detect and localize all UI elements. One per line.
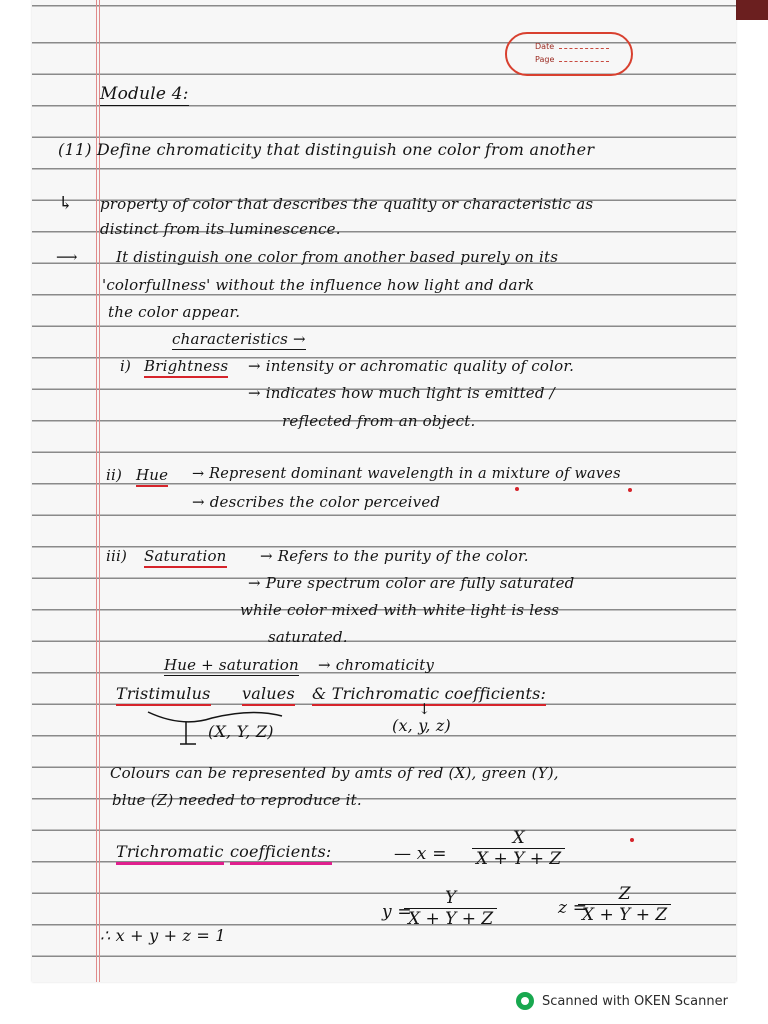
arrow-glyph: ↳ [58, 193, 74, 214]
ink-dot [630, 838, 634, 842]
brightness-description: → intensity or achromatic quality of color. [248, 357, 575, 375]
saturation-number: iii) [106, 547, 128, 565]
hue-description: → Represent dominant wavelength in a mixture of waves [192, 466, 621, 482]
trichromatic-coefficients-heading: & Trichromatic coefficients: [312, 684, 546, 706]
saturation-description-2: → Pure spectrum color are fully saturated [248, 574, 575, 592]
notebook-page [32, 0, 736, 982]
tristimulus-heading: Tristimulus [116, 684, 211, 706]
saturation-description-4: saturated. [268, 628, 348, 646]
module-title: Module 4: [100, 84, 189, 104]
page-corner-mark [736, 0, 768, 20]
equation-x-lhs: — x = [394, 844, 447, 864]
brightness-description-2: → indicates how much light is emitted / [248, 384, 555, 402]
brightness-term: Brightness [144, 357, 228, 378]
sum-equation: ∴ x + y + z = 1 [100, 926, 226, 945]
brightness-number: i) [120, 357, 132, 375]
denominator-y: X + Y + Z [404, 908, 497, 929]
ink-dot [628, 488, 632, 492]
text-line-3: It distinguish one color from another based purely on its [116, 248, 559, 266]
brightness-description-3: reflected from an object. [282, 412, 476, 430]
saturation-description: → Refers to the purity of the color. [260, 547, 529, 565]
dash-arrow: ⟶ [56, 248, 78, 266]
hue-term: Hue [136, 466, 168, 487]
saturation-description-3: while color mixed with white light is less [240, 601, 560, 619]
text-line-5: the color appear. [108, 303, 241, 321]
characteristics-heading: characteristics → [172, 330, 306, 348]
colors-line-2: blue (Z) needed to reproduce it. [112, 791, 362, 809]
fraction-y [404, 888, 497, 929]
values-heading: values [242, 684, 295, 706]
numerator-z: Z [618, 884, 631, 904]
page-label: Page [535, 55, 555, 64]
text-line-4: 'colorfullness' without the influence how light and dark [102, 276, 535, 294]
denominator-x: X + Y + Z [472, 848, 565, 869]
hue-description-2: → describes the color perceived [192, 493, 441, 511]
date-label: Date [535, 42, 555, 51]
coefficients-label: coefficients: [230, 842, 332, 865]
fraction-x [472, 828, 565, 869]
equation-y-lhs: y = [382, 902, 412, 922]
trichromatic-label: Trichromatic [116, 842, 224, 865]
scanner-text: Scanned with OKEN Scanner [542, 993, 728, 1009]
numerator-x: X [512, 828, 525, 848]
equation-z-lhs: z = [558, 898, 588, 918]
saturation-term: Saturation [144, 547, 227, 568]
colors-line-1: Colours can be represented by amts of red (X), green (Y), [110, 764, 559, 782]
question-heading: (11) Define chromaticity that distinguish one color from another [58, 140, 595, 159]
uppercase-xyz: (X, Y, Z) [208, 722, 274, 741]
down-arrow: ↓ [418, 700, 431, 718]
lowercase-xyz: (x, y, z) [392, 716, 451, 735]
definition-line-2: distinct from its luminescence. [100, 220, 341, 238]
hue-number: ii) [106, 466, 123, 484]
numerator-y: Y [445, 888, 457, 908]
chromaticity-equation-part-1: Hue + saturation [164, 656, 299, 674]
oken-logo-icon [516, 992, 534, 1010]
date-page-stamp [505, 32, 633, 76]
denominator-z: X + Y + Z [578, 904, 671, 925]
ink-dot [515, 487, 519, 491]
scanner-footer [516, 990, 728, 1012]
chromaticity-equation-part-2: → chromaticity [318, 656, 435, 674]
fraction-z [578, 884, 671, 925]
definition-line-1: property of color that describes the quality or characteristic as [100, 195, 594, 213]
